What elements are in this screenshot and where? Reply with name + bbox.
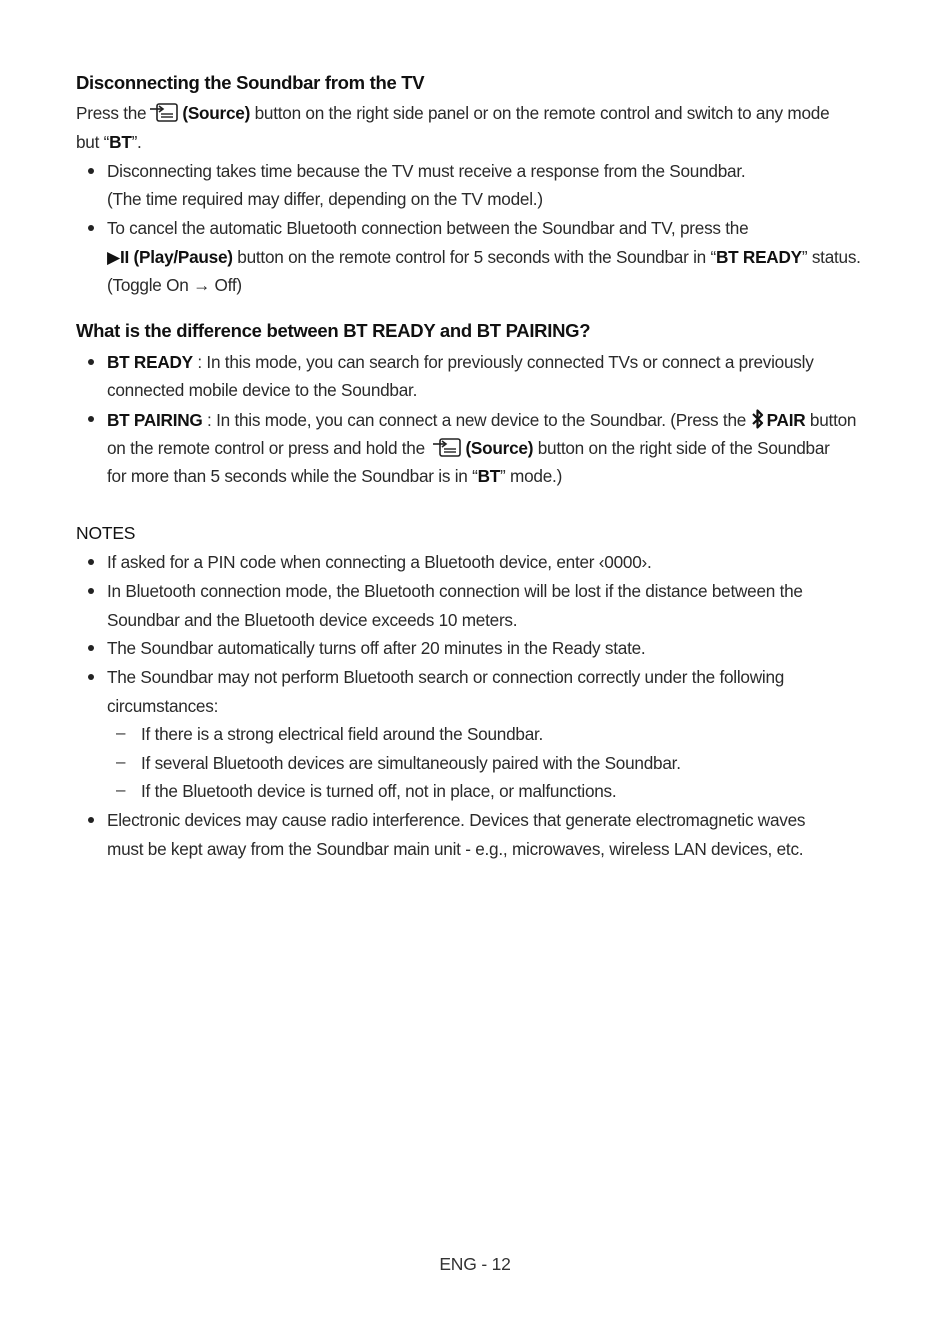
section1-intro-line2 [76,131,142,153]
bullet-dot [88,674,94,680]
s1-bullet1-line2: (The time required may differ, depending on the TV model.) [107,189,543,209]
b2-line2-pre: on the remote control or press and hold the [107,438,430,458]
dash-marker: – [116,752,126,771]
pair-post: button [805,410,857,430]
s1-bullet1-line1: Disconnecting takes time because the TV must receive a response from the Soundbar. [107,161,746,181]
s1-bullet2-line1: To cancel the automatic Bluetooth connection between the Soundbar and TV, press the [107,218,749,238]
bt-pairing-term: BT PAIRING [107,410,203,430]
dash-marker: – [116,780,126,799]
intro2-pre: but “ [76,132,110,152]
source-label: (Source) [465,438,534,458]
play-pause-label: ▶II (Play/Pause) [107,247,233,267]
source-icon [149,103,179,128]
section-title-disconnecting: Disconnecting the Soundbar from the TV [76,72,425,93]
note-4-line1: The Soundbar may not perform Bluetooth search or connection correctly under the following [107,667,785,687]
section-title-bt-difference: What is the difference between BT READY and BT PAIRING? [76,320,591,341]
bt-ready-term: BT READY [107,352,193,372]
pair-label: PAIR [766,410,806,430]
note-4-sub1: If there is a strong electrical field around the Soundbar. [141,724,544,744]
bullet-dot [88,588,94,594]
note-5-line1: Electronic devices may cause radio interference. Devices that generate electromagnetic waves [107,810,806,830]
bullet-dot [88,817,94,823]
bt-ready-label: BT READY [715,247,802,267]
bt-mode-label: BT [109,132,132,152]
bullet2-mid: button on the remote control for 5 seconds with the Soundbar in “ [232,247,716,267]
note-5-line2: must be kept away from the Soundbar main unit - e.g., microwaves, wireless LAN devices, etc. [107,839,804,859]
section1-intro [76,102,829,128]
bullet-dot [88,225,94,231]
b2-line2-post: button on the right side of the Soundbar [533,438,830,458]
s2-bullet2-line1 [107,408,856,435]
b2-line3-pre: for more than 5 seconds while the Soundbar is in “ [107,466,478,486]
note-4-line2: circumstances: [107,696,219,716]
bullet-dot [88,645,94,651]
bullet-dot [88,168,94,174]
source-icon [432,438,462,463]
bullet-dot [88,359,94,365]
intro-text-post: button on the right side panel or on the remote control and switch to any mode [250,103,830,123]
note-1: If asked for a PIN code when connecting a Bluetooth device, enter ‹0000›. [107,552,652,572]
s2-bullet2-line2 [107,437,830,463]
bullet-dot [88,559,94,565]
bt-ready-desc: : In this mode, you can search for previously connected TVs or connect a previously [192,352,814,372]
intro2-post: ”. [131,132,142,152]
bt-pairing-desc: : In this mode, you can connect a new device to the Soundbar. (Press the [202,410,751,430]
bullet-dot [88,416,94,422]
intro-text: Press the [76,103,147,123]
bullet2-post: ” status. [801,247,861,267]
dash-marker: – [116,723,126,742]
note-2-line2: Soundbar and the Bluetooth device exceeds 10 meters. [107,610,518,630]
note-4-sub2: If several Bluetooth devices are simultaneously paired with the Soundbar. [141,753,681,773]
source-label: (Source) [182,103,251,123]
note-4-sub3: If the Bluetooth device is turned off, not in place, or malfunctions. [141,781,617,801]
s2-bullet1-line1 [107,351,814,373]
bluetooth-icon [751,408,765,435]
b2-line3-post: ” mode.) [500,466,563,486]
s2-bullet2-line3 [107,465,562,487]
note-3: The Soundbar automatically turns off after 20 minutes in the Ready state. [107,638,646,658]
page-number: ENG - 12 [439,1254,511,1274]
s1-bullet2-line2 [107,246,861,268]
notes-title: NOTES [76,523,136,543]
s2-bullet1-line2: connected mobile device to the Soundbar. [107,380,418,400]
s1-bullet2-line3: (Toggle On → Off) [107,275,242,295]
bt-mode-label: BT [477,466,501,486]
note-2-line1: In Bluetooth connection mode, the Bluetooth connection will be lost if the distance between the [107,581,803,601]
